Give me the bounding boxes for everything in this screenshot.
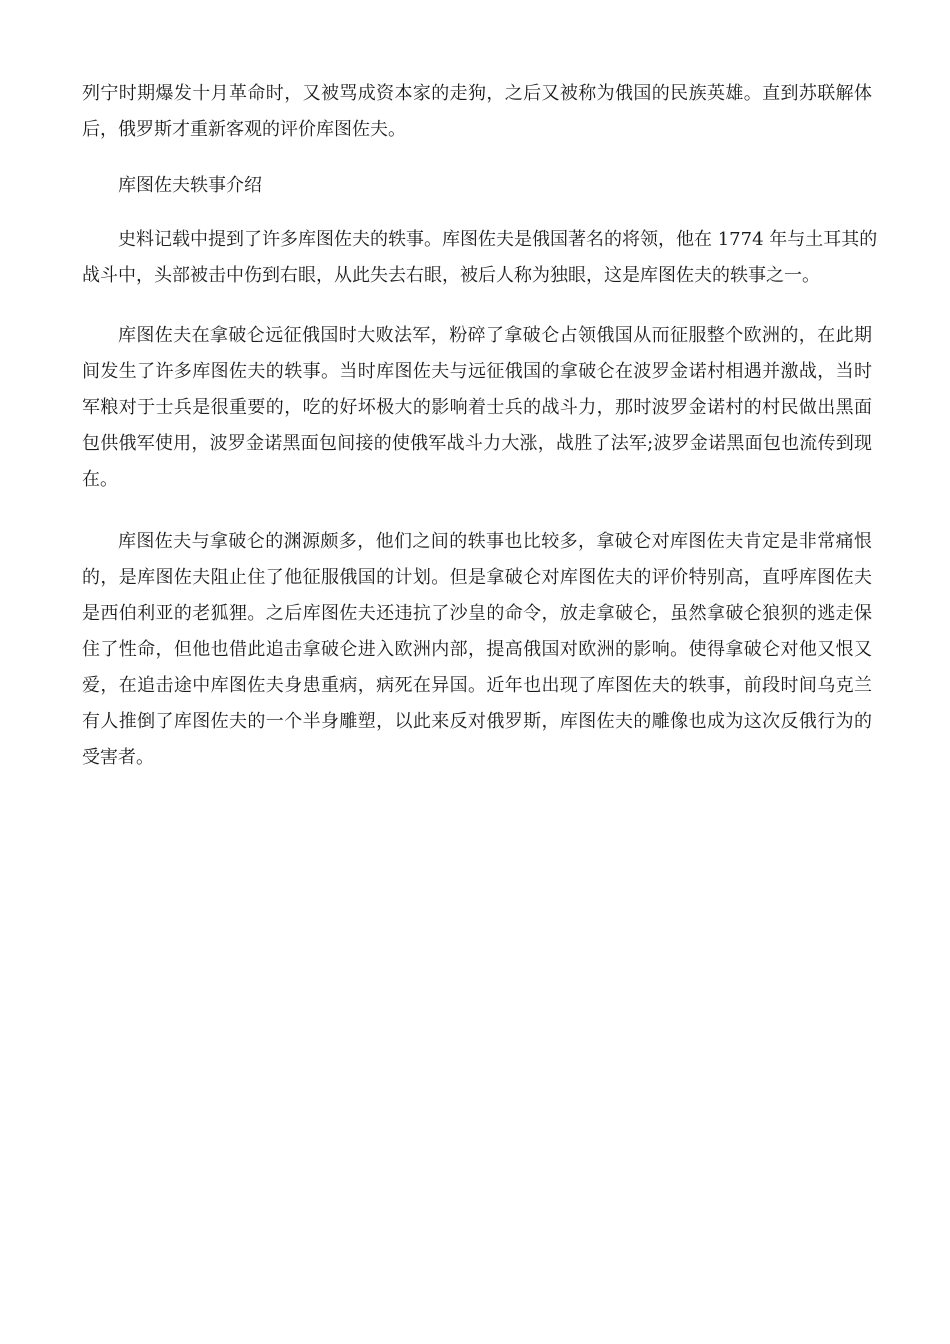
paragraph-line: 史料记载中提到了许多库图佐夫的轶事。库图佐夫是俄国著名的将领，他在 1774 年与土耳其的 (118, 229, 878, 250)
paragraph-line: 列宁时期爆发十月革命时，又被骂成资本家的走狗，之后又被称为俄国的民族英雄。直到苏联解体 (82, 83, 872, 104)
paragraph-line: 后，俄罗斯才重新客观的评价库图佐夫。 (82, 119, 406, 140)
paragraph-line: 在。 (82, 469, 118, 490)
paragraph-line: 的，是库图佐夫阻止住了他征服俄国的计划。但是拿破仑对库图佐夫的评价特别高，直呼库图佐夫 (82, 567, 872, 588)
paragraph-line: 有人推倒了库图佐夫的一个半身雕塑，以此来反对俄罗斯，库图佐夫的雕像也成为这次反俄行为的 (82, 711, 872, 732)
paragraph-2 (82, 318, 872, 498)
paragraph-line: 库图佐夫在拿破仑远征俄国时大败法军，粉碎了拿破仑占领俄国从而征服整个欧洲的，在此期 (118, 325, 872, 346)
paragraph-line: 受害者。 (82, 747, 154, 768)
paragraph-line: 间发生了许多库图佐夫的轶事。当时库图佐夫与远征俄国的拿破仑在波罗金诺村相遇并激战，当时 (82, 361, 872, 382)
paragraph-line: 是西伯利亚的老狐狸。之后库图佐夫还违抗了沙皇的命令，放走拿破仑，虽然拿破仑狼狈的逃走保 (82, 603, 872, 624)
paragraph-line: 包供俄军使用，波罗金诺黑面包间接的使俄军战斗力大涨，战胜了法军;波罗金诺黑面包也流传到现 (82, 433, 872, 454)
section-heading: 库图佐夫轶事介绍 (118, 175, 262, 196)
paragraph-line: 军粮对于士兵是很重要的，吃的好坏极大的影响着士兵的战斗力，那时波罗金诺村的村民做出黑面 (82, 397, 872, 418)
paragraph-line: 库图佐夫与拿破仑的渊源颇多，他们之间的轶事也比较多，拿破仑对库图佐夫肯定是非常痛恨 (118, 531, 872, 552)
paragraph-3 (82, 524, 872, 776)
paragraph-1 (82, 222, 878, 294)
paragraph-line: 住了性命，但他也借此追击拿破仑进入欧洲内部，提高俄国对欧洲的影响。使得拿破仑对他又恨又 (82, 639, 872, 660)
paragraph-line: 战斗中，头部被击中伤到右眼，从此失去右眼，被后人称为独眼，这是库图佐夫的轶事之一。 (82, 265, 820, 286)
paragraph-line: 爱，在追击途中库图佐夫身患重病，病死在异国。近年也出现了库图佐夫的轶事，前段时间乌克兰 (82, 675, 872, 696)
intro-paragraph (82, 76, 872, 148)
